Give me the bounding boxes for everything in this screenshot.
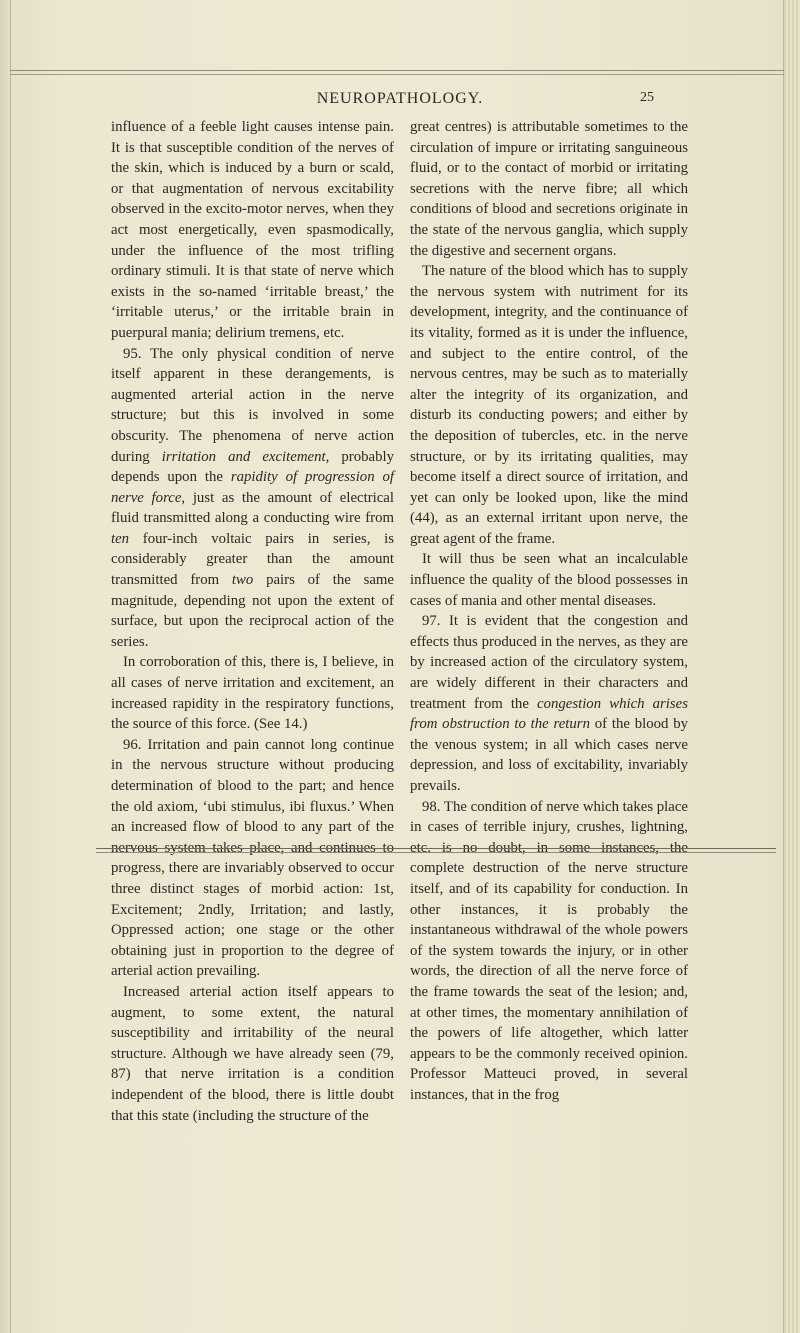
bottom-rule (96, 848, 776, 853)
paragraph: The nature of the blood which has to supply the nervous system with nutriment for its development, integrity, and the continuance of its vitality, formed as it is under the influence, and subject to the entire control, of the nervous centres, may be such as to materially alter the integrity of its organization, and disturb its conducting powers; and either by the deposition of tubercles, etc. in the nerve structure, or by its irritating qualities, may become itself a direct source of irritation, and yet can only be looked upon, like the mind (44), as an external irritant upon nerve, the great agent of the frame. (410, 263, 688, 547)
paragraph-97: 97. It is evident that the congestion and effects thus produced in the nerves, as they are by increased action of the circulatory system, are widely different in their characters and treatment from the congestion which arises from obstruction to the return of the blood by the venous system; in all which cases nerve depression, and loss of excitability, invariably prevails. (410, 613, 688, 794)
running-title: NEUROPATHOLOGY. (316, 90, 484, 107)
text-column-left (111, 117, 394, 1124)
paragraph: In corroboration of this, there is, I believe, in all cases of nerve irritation and excitement, an increased rapidity in the respiratory functions, the source of this force. (See 14.) (111, 654, 394, 733)
top-rule (10, 70, 784, 75)
paragraph-95: 95. The only physical condition of nerve itself apparent in these derangements, is augmented arterial action in the nerve structure; but this is involved in some obscurity. The phenomena of nerve action during irritation and excitement, probably depends upon the rapidity of progression of nerve force, just as the amount of electrical fluid transmitted along a conducting wire from ten four-inch voltaic pairs in series, is considerably greater than the amount transmitted from two pairs of the same magnitude, depending not upon the extent of surface, but upon the reciprocal action of the series. (111, 345, 394, 650)
text-column-right (410, 117, 688, 1103)
paragraph-96: 96. Irritation and pain cannot long continue in the nervous structure without producing determination of blood to the part; and hence the old axiom, ‘ubi stimulus, ibi fluxus.’ When an increased flow of blood to any part of the nervous system takes place, and continues to progress, there are invariably observed to occur three distinct stages of morbid action: 1st, Excitement; 2ndly, Irritation; and lastly, Oppressed action; one stage or the other obtaining just in proportion to the degree of arterial action prevailing. (111, 736, 394, 980)
page-right-edge (783, 0, 800, 1333)
paragraph: Increased arterial action itself appears to augment, to some extent, the natural susceptibility and irritability of the neural structure. Although we have already seen (79, 87) that nerve irritation is a condition independent of the blood, there is little doubt that this state (including the structure of the (111, 983, 394, 1124)
paragraph: influence of a feeble light causes intense pain. It is that susceptible condition of the nerves of the skin, which is induced by a burn or scald, or that augmentation of nervous excitability observed in the excito-motor nerves, when they act most energetically, even spasmodically, under the influence of the most trifling ordinary stimuli. It is that state of nerve which exists in the so-named ‘irritable breast,’ the ‘irritable uterus,’ or the irritable brain in puerpural mania; delirium tremens, etc. (111, 119, 394, 341)
paragraph-98: 98. The condition of nerve which takes place in cases of terrible injury, crushes, lightning, etc. is no doubt, in some instances, the complete destruction of the nerve structure itself, and of its capability for conduction. In other instances, it is probably the instantaneous withdrawal of the whole powers of the system towards the injury, or in other words, the direction of all the nerve force of the frame towards the seat of the lesion; and, at other times, the momentary annihilation of the powers of life altogether, which latter appears to be the commonly received opinion. Professor Matteuci proved, in several instances, that in the frog (410, 798, 688, 1103)
page-left-edge (0, 0, 11, 1333)
paragraph: It will thus be seen what an incalculable influence the quality of the blood possesses in cases of mania and other mental diseases. (410, 551, 688, 609)
page-number: 25 (640, 90, 654, 105)
paragraph: great centres) is attributable sometimes to the circulation of impure or irritating sanguineous fluid, or to the contact of morbid or irritating secretions with the nerve fibre; all which conditions of blood and secretions originate in the state of the nervous ganglia, which supply the digestive and secernent organs. (410, 119, 688, 259)
